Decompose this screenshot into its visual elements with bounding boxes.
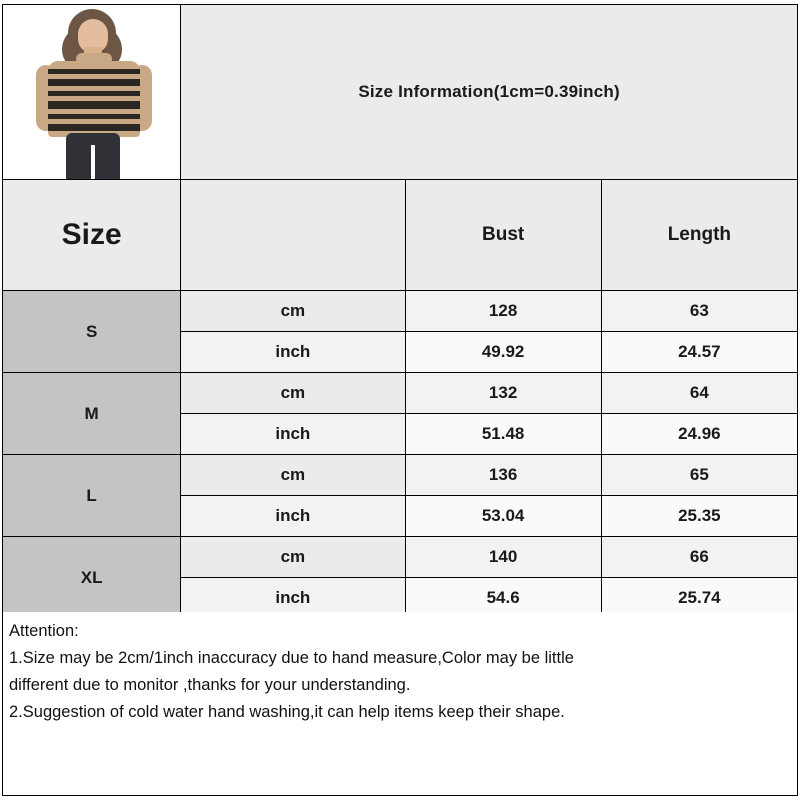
unit-cell: inch xyxy=(181,332,405,373)
size-label: L xyxy=(3,455,181,537)
length-value: 65 xyxy=(601,455,797,496)
table-row xyxy=(3,537,798,578)
table-row xyxy=(3,291,798,332)
bust-value: 132 xyxy=(405,373,601,414)
column-header-length: Length xyxy=(601,180,797,291)
column-header-bust: Bust xyxy=(405,180,601,291)
attention-line-1: 1.Size may be 2cm/1inch inaccuracy due to hand measure,Color may be little xyxy=(9,648,574,667)
length-value: 63 xyxy=(601,291,797,332)
bust-value: 136 xyxy=(405,455,601,496)
unit-cell: inch xyxy=(181,496,405,537)
table-row xyxy=(3,455,798,496)
unit-cell: cm xyxy=(181,455,405,496)
bust-value: 128 xyxy=(405,291,601,332)
unit-cell: cm xyxy=(181,373,405,414)
bust-value: 53.04 xyxy=(405,496,601,537)
size-label: XL xyxy=(3,537,181,619)
bust-value: 51.48 xyxy=(405,414,601,455)
table-row xyxy=(3,373,798,414)
size-information-table xyxy=(2,4,798,619)
unit-cell: inch xyxy=(181,414,405,455)
length-value: 24.96 xyxy=(601,414,797,455)
unit-cell: inch xyxy=(181,578,405,619)
unit-cell: cm xyxy=(181,537,405,578)
attention-note xyxy=(2,612,798,796)
column-header-size: Size xyxy=(3,180,181,291)
page-title: Size Information(1cm=0.39inch) xyxy=(181,5,798,180)
model-illustration xyxy=(22,5,162,179)
table-title-row xyxy=(3,5,798,180)
column-header-unit xyxy=(181,180,405,291)
length-value: 64 xyxy=(601,373,797,414)
length-value: 66 xyxy=(601,537,797,578)
bust-value: 140 xyxy=(405,537,601,578)
length-value: 24.57 xyxy=(601,332,797,373)
length-value: 25.74 xyxy=(601,578,797,619)
unit-cell: cm xyxy=(181,291,405,332)
product-photo xyxy=(3,5,180,179)
bust-value: 49.92 xyxy=(405,332,601,373)
table-header-row xyxy=(3,180,798,291)
product-photo-cell xyxy=(3,5,181,180)
attention-title: Attention: xyxy=(9,622,79,640)
length-value: 25.35 xyxy=(601,496,797,537)
attention-line-2: different due to monitor ,thanks for your understanding. xyxy=(9,675,411,694)
size-label: M xyxy=(3,373,181,455)
size-label: S xyxy=(3,291,181,373)
attention-line-3: 2.Suggestion of cold water hand washing,it can help items keep their shape. xyxy=(9,702,565,721)
bust-value: 54.6 xyxy=(405,578,601,619)
